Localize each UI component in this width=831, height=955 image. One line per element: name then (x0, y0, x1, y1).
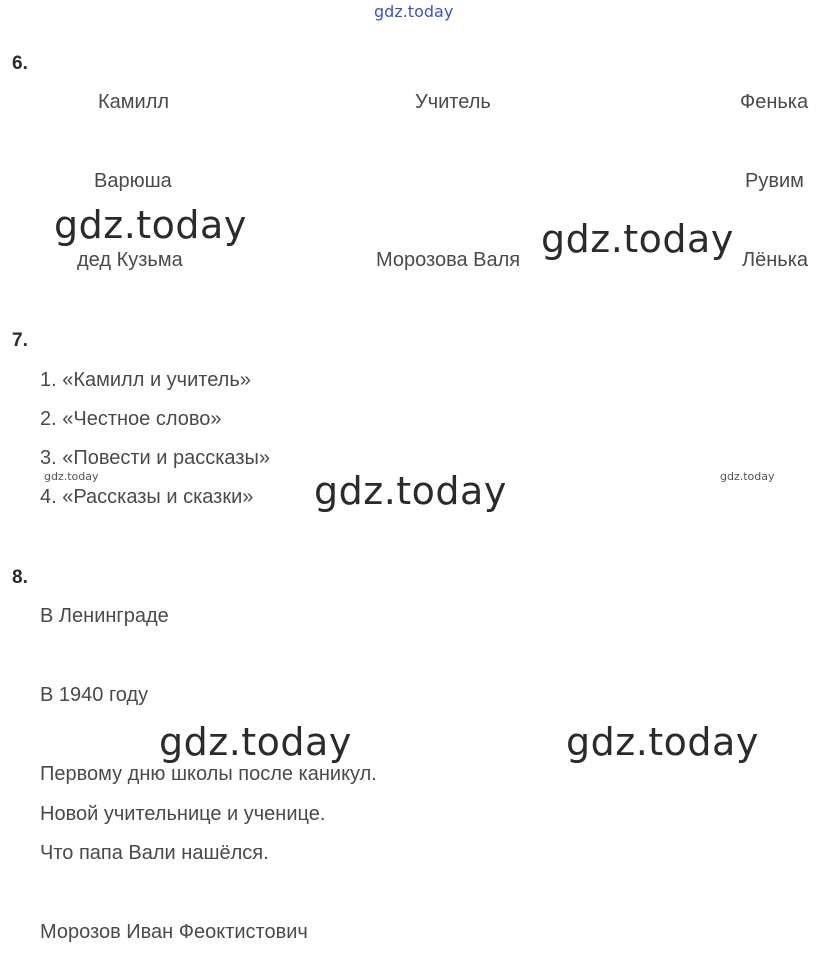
answer-line: Новой учительнице и ученице. (40, 803, 326, 825)
book-item: 1. «Камилл и учитель» (40, 369, 251, 391)
book-item: 2. «Честное слово» (40, 408, 222, 430)
watermark-4: gdz.today (159, 720, 352, 764)
watermark-small-1: gdz.today (44, 470, 99, 483)
name-kamill: Камилл (98, 91, 170, 113)
book-item: 3. «Повести и рассказы» (40, 447, 270, 469)
name-morozova-valya: Морозова Валя (376, 249, 521, 271)
task-7-number: 7. (12, 330, 28, 351)
watermark-small-2: gdz.today (720, 470, 775, 483)
answer-line: Первому дню школы после каникул. (40, 763, 377, 785)
name-fenka: Фенька (740, 91, 809, 113)
name-varyusha: Варюша (94, 170, 172, 192)
name-ruvim: Рувим (745, 170, 804, 192)
answer-line: Что папа Вали нашёлся. (40, 842, 269, 864)
watermark-2: gdz.today (541, 217, 734, 261)
name-lyonka: Лёнька (742, 249, 809, 271)
watermark-3: gdz.today (314, 469, 507, 513)
name-ded-kuzma: дед Кузьма (77, 249, 183, 271)
name-uchitel: Учитель (415, 91, 491, 113)
task-8-number: 8. (12, 567, 28, 588)
answer-line: Морозов Иван Феоктистович (40, 921, 308, 943)
watermark-5: gdz.today (566, 720, 759, 764)
watermark-1: gdz.today (54, 203, 247, 247)
answer-line: В 1940 году (40, 684, 149, 706)
watermark-top: gdz.today (374, 2, 454, 21)
task-6-number: 6. (12, 53, 28, 74)
book-item: 4. «Рассказы и сказки» (40, 486, 254, 508)
answer-line: В Ленинграде (40, 605, 169, 627)
